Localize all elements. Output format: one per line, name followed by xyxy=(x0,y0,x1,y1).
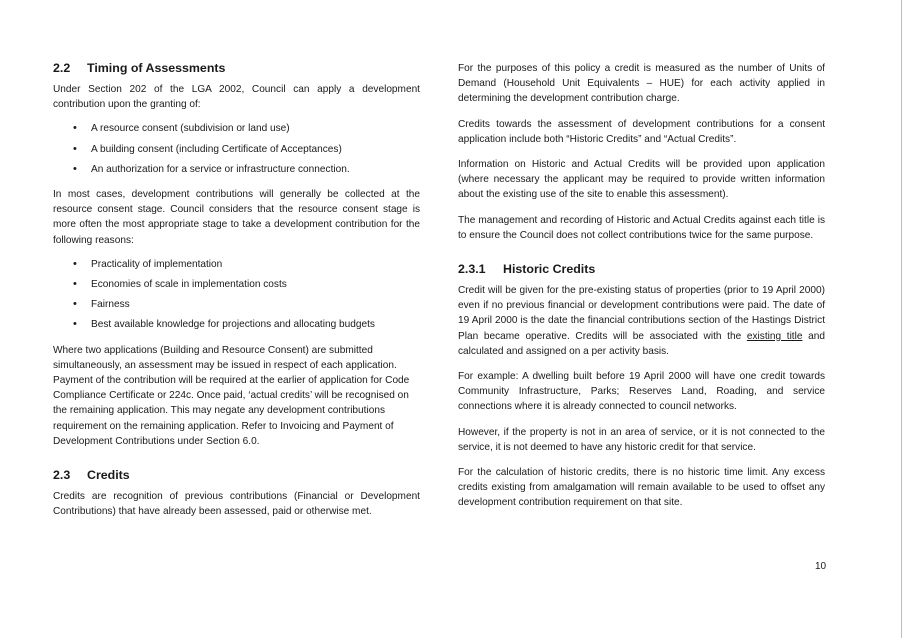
section-2-2-intro: Under Section 202 of the LGA 2002, Council can apply a development contribution upon the granting of: xyxy=(53,84,420,111)
existing-title-term: existing title xyxy=(746,330,803,342)
text-run: Credit will be given for the pre-existing status of properties (prior to 19 April 2000) even if no previous financial or development contributions were paid. The date of 19 April 2000 is the date the financial contributions section of the Hastings District Plan became operative. Credits will be associated with the xyxy=(458,285,825,342)
historic-credits-para-4: For the calculation of historic credits, there is no historic time limit. Any excess credits existing from amalgamation will remain available to be used to offset any development contribution requirement on that site. xyxy=(458,467,825,509)
credits-para-4: The management and recording of Historic and Actual Credits against each title is to ensure the Council does not collect contributions twice for the same purpose. xyxy=(458,214,825,241)
credits-para-1: For the purposes of this policy a credit is measured as the number of Units of Demand (Household Unit Equivalents – HUE) for each activity applied in determining the development contribution charge. xyxy=(458,63,825,105)
section-title: Credits xyxy=(87,468,130,483)
section-2-2-para2: In most cases, development contributions will generally be collected at the resource consent stage. Council considers that the resource consent stage is more often the most appropriate stage to take a development contribution for the following reasons: xyxy=(53,189,420,246)
list-item: • A building consent (including Certificate of Acceptances) xyxy=(53,142,420,157)
section-number: 2.3 xyxy=(53,468,71,483)
list-item: • Fairness xyxy=(53,297,420,312)
section-2-3-1-heading xyxy=(458,261,825,278)
list-item: • A resource consent (subdivision or land use) xyxy=(53,121,420,136)
left-column xyxy=(53,60,420,519)
section-title: Historic Credits xyxy=(503,262,596,277)
historic-credits-para-1 xyxy=(458,283,825,359)
historic-credits-para-3: However, if the property is not in an area of service, or it is not connected to the service, it is not deemed to have any historic credit for that service. xyxy=(458,426,825,453)
reasons-list xyxy=(53,257,420,333)
section-2-2-heading xyxy=(53,60,420,77)
consent-list xyxy=(53,121,420,177)
list-item: • Best available knowledge for projections and allocating budgets xyxy=(53,317,420,332)
text-run: and calculated and assigned on a per activity basis. xyxy=(458,330,825,357)
right-column xyxy=(458,61,825,511)
page-number: 10 xyxy=(815,561,827,572)
section-2-3-para: Credits are recognition of previous contributions (Financial or Development Contributions) that have already been assessed, paid or otherwise met. xyxy=(53,491,420,518)
list-item: • Practicality of implementation xyxy=(53,257,420,272)
section-2-3-heading xyxy=(53,467,420,484)
credits-para-2: Credits towards the assessment of development contributions for a consent application include both “Historic Credits” and “Actual Credits”. xyxy=(458,118,825,145)
list-item: • Economies of scale in implementation costs xyxy=(53,277,420,292)
section-title: Timing of Assessments xyxy=(87,61,226,75)
list-item: • An authorization for a service or infrastructure connection. xyxy=(53,162,420,177)
section-number: 2.2 xyxy=(53,61,71,75)
credits-para-3: Information on Historic and Actual Credits will be provided upon application (where necessary the applicant may be required to provide written information about the existing use of the site to enable this assessment). xyxy=(458,159,825,201)
historic-credits-para-2: For example: A dwelling built before 19 April 2000 will have one credit towards Community Infrastructure, Parks; Reserves Land, Roading, and service connections where it is already connected to council networks. xyxy=(458,371,825,413)
section-number: 2.3.1 xyxy=(458,262,486,277)
section-2-2-para3: Where two applications (Building and Resource Consent) are submitted simultaneously, an assessment may be issued in respect of each application. Payment of the contribution will be required at the earlier of application for Code Compliance Certificate or 224c. Once paid, ‘actual credits’ will be recognised on the remaining application. This may negate any development contributions requirement on the remaining application. Refer to Invoicing and Payment of Development Contributions under Section 6.0. xyxy=(53,344,410,447)
